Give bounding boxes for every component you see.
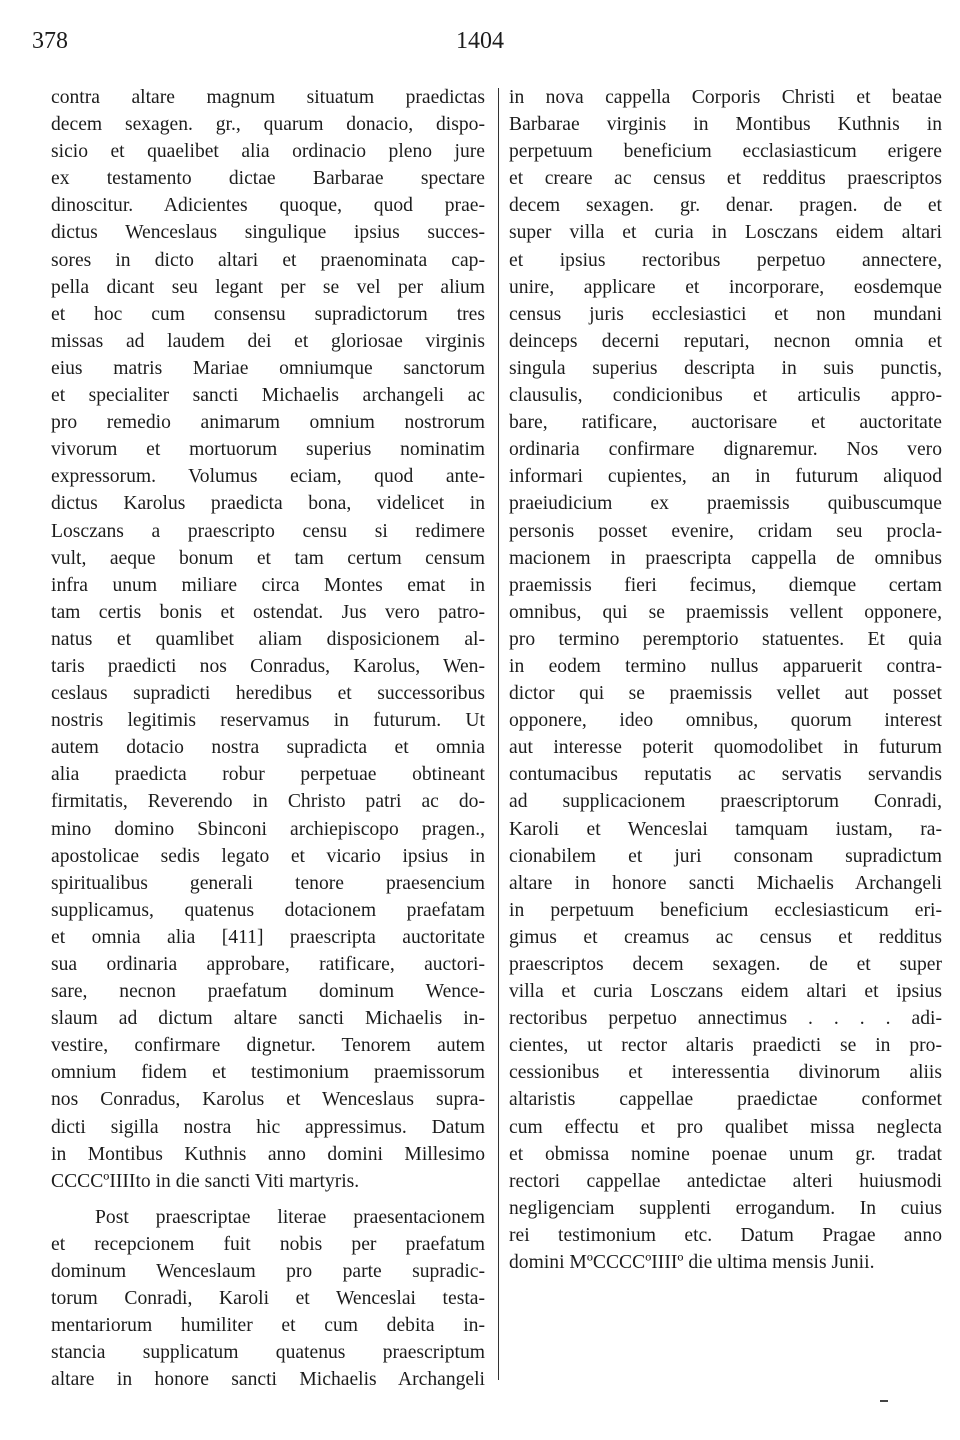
- text-line: cum effectu et pro qualibet missa neglecta: [509, 1116, 942, 1138]
- text-line: dictor qui se praemissis vellet aut posset: [509, 683, 942, 705]
- text-line: firmitatis, Reverendo in Christo patri ac do-: [51, 791, 485, 813]
- left-text-column: [51, 84, 485, 1394]
- text-line: in nova cappella Corporis Christi et beatae: [509, 87, 942, 108]
- text-line: decem sexagen. gr. denar. pragen. de et: [509, 195, 942, 217]
- text-line: sua ordinaria approbare, ratificare, auctori-: [51, 954, 485, 975]
- text-line: CCCCºIIIIto in die sancti Viti martyris.: [51, 1170, 360, 1192]
- text-line: et hoc cum consensu supradictorum tres: [51, 303, 485, 325]
- text-line: super villa et curia in Losczans eidem altari: [509, 222, 942, 244]
- text-line: aut interesse poterit quomodolibet in futurum: [509, 737, 942, 759]
- text-line: sare, necnon praefatum dominum Wence-: [51, 981, 485, 1003]
- text-line: vult, aeque bonum et tam certum censum: [51, 547, 485, 569]
- text-line: et obmissa nomine poenae unum gr. tradat: [509, 1143, 942, 1165]
- text-line: altaristis cappellae praedictae conformet: [509, 1089, 942, 1111]
- text-line: eius matris Mariae omniumque sanctorum: [51, 357, 485, 379]
- text-line: ordinaria confirmare dignaremur. Nos vero: [509, 439, 942, 461]
- text-line: tam certis bonis et ostendat. Jus vero patro-: [51, 601, 485, 623]
- text-line: expressorum. Volumus eciam, quod ante-: [51, 466, 485, 488]
- text-line: in eodem termino nullus apparuerit contra-: [509, 655, 942, 677]
- text-line: macionem in praescripta cappella de omnibus: [509, 547, 942, 569]
- text-line: rei testimonium etc. Datum Pragae anno: [509, 1224, 942, 1246]
- text-line: negligenciam supplenti errogandum. In cuius: [509, 1197, 942, 1219]
- text-line: ex testamento dictae Barbarae spectare: [51, 168, 485, 190]
- text-line: alia praedicta robur perpetuae obtineant: [51, 764, 485, 786]
- text-line: domini MºCCCCºIIIIº die ultima mensis Junii.: [509, 1252, 875, 1274]
- text-line: personis posset evenire, cridam seu procla-: [509, 520, 942, 542]
- text-line: apostolicae sedis legato et vicario ipsius in: [51, 845, 485, 867]
- text-line: missas ad laudem dei et gloriosae virginis: [51, 330, 485, 352]
- text-line: decem sexagen. gr., quarum donacio, dispo-: [51, 114, 485, 136]
- text-line: et creare ac census et redditus praescriptos: [509, 168, 942, 190]
- text-line: infra unum miliare circa Montes emat in: [51, 574, 485, 596]
- text-line: census juris ecclesiastici et non mundani: [509, 303, 942, 325]
- text-line: mentariorum humiliter et cum debita in-: [51, 1315, 485, 1337]
- text-line: dinoscitur. Adicientes quoque, quod prae-: [51, 195, 485, 217]
- text-line: pro remedio animarum omnium nostrorum: [51, 412, 485, 434]
- text-line: deinceps decerni reputari, necnon omnia et: [509, 330, 942, 352]
- text-line: in perpetuum beneficium ecclesiasticum eri-: [509, 899, 942, 921]
- text-line: cessionibus et interessentia divinorum aliis: [509, 1062, 942, 1084]
- text-line: taris praedicti nos Conradus, Karolus, Wen-: [51, 655, 485, 677]
- text-line: pro termino peremptorio statuentes. Et quia: [509, 628, 942, 650]
- text-line: Losczans a praescripto censu si redimere: [51, 520, 485, 542]
- text-line: dictus Karolus praedicta bona, videlicet in: [51, 493, 485, 515]
- text-line: dicti sigilla nostra hic appressimus. Datum: [51, 1116, 485, 1138]
- text-line: villa et curia Losczans eidem altari et ipsius: [509, 981, 942, 1003]
- text-line: vestire, confirmare dignetur. Tenorem autem: [51, 1035, 485, 1057]
- text-line: gimus et creamus ac census et redditus: [509, 926, 942, 948]
- text-line: et ipsius rectoribus perpetuo annectere,: [509, 249, 942, 271]
- text-line: unire, applicare et incorporare, eosdemque: [509, 276, 942, 298]
- text-line: pella dicant seu legant per se vel per alium: [51, 276, 485, 298]
- text-line: in Montibus Kuthnis anno domini Millesimo: [51, 1143, 485, 1165]
- text-line: supplicamus, quatenus dotacionem praefatam: [51, 899, 485, 921]
- text-line: sores in dicto altari et praenominata cap-: [51, 249, 485, 271]
- text-line: sicio et quaelibet alia ordinacio pleno jure: [51, 141, 485, 163]
- text-line: perpetuum beneficium ecclasiasticum erigere: [509, 141, 942, 163]
- text-line: Barbarae virginis in Montibus Kuthnis in: [509, 114, 942, 136]
- text-line: Karoli et Wenceslai tamquam iustam, ra-: [509, 818, 942, 840]
- text-line: vivorum et mortuorum superius nominatim: [51, 439, 485, 461]
- text-line: cionabilem et juri consonam supradictum: [509, 845, 942, 867]
- text-line: natus et quamlibet aliam disposicionem al-: [51, 628, 485, 650]
- text-line: mino domino Sbinconi archiepiscopo pragen.,: [51, 818, 485, 840]
- text-line: rectori cappellae antedictae alteri huiusmodi: [509, 1170, 942, 1192]
- text-line: et specialiter sancti Michaelis archangeli ac: [51, 385, 485, 407]
- text-line: omnium fidem et testimonium praemissorum: [51, 1062, 485, 1084]
- text-line: omnibus, qui se praemissis vellent opponere,: [509, 601, 942, 623]
- text-line: opponere, ideo omnibus, quorum interest: [509, 710, 942, 732]
- text-line: praescriptos decem sexagen. de et super: [509, 954, 942, 975]
- text-line: slaum ad dictum altare sancti Michaelis in-: [51, 1008, 485, 1030]
- text-line: torum Conradi, Karoli et Wenceslai testa-: [51, 1288, 485, 1310]
- running-head-year: 1404: [456, 28, 504, 54]
- text-line: altare in honore sancti Michaelis Archangeli: [509, 872, 942, 894]
- text-line: informari cupientes, an in futurum aliquod: [509, 466, 942, 488]
- text-line: et omnia alia [411] praescripta auctoritate: [51, 926, 485, 948]
- text-line: dictus Wenceslaus singulique ipsius succes-: [51, 222, 485, 244]
- text-line: rectoribus perpetuo annectimus . . . . adi-: [509, 1008, 942, 1030]
- text-line: stancia supplicatum quatenus praescriptum: [51, 1342, 485, 1364]
- page-number: 378: [32, 28, 68, 54]
- text-line: bare, ratificare, auctorisare et auctoritate: [509, 412, 942, 434]
- text-line: praeiudicium ex praemissis quibuscumque: [509, 493, 942, 515]
- text-line: spiritualibus generali tenore praesencium: [51, 872, 485, 894]
- text-line: clausulis, condicionibus et articulis appro-: [509, 385, 942, 407]
- text-line: Post praescriptae literae praesentacionem: [95, 1206, 485, 1228]
- text-line: praemissis fieri fecimus, diemque certam: [509, 574, 942, 596]
- right-text-column: [509, 84, 942, 1276]
- stray-mark: [880, 1400, 888, 1402]
- text-line: dominum Wenceslaum pro parte supradic-: [51, 1261, 485, 1283]
- column-divider: [498, 88, 499, 1380]
- text-line: ceslaus supradicti heredibus et successoribus: [51, 683, 485, 705]
- text-line: autem dotacio nostra supradicta et omnia: [51, 737, 485, 759]
- text-line: ad supplicacionem praescriptorum Conradi,: [509, 791, 942, 813]
- text-line: contumacibus reputatis ac servatis servandis: [509, 764, 942, 786]
- text-line: contra altare magnum situatum praedictas: [51, 87, 485, 108]
- text-line: altare in honore sancti Michaelis Archangeli: [51, 1369, 485, 1391]
- text-line: cientes, ut rector altaris praedicti se in pro-: [509, 1035, 942, 1057]
- text-line: nostris legitimis reservamus in futurum. Ut: [51, 710, 485, 732]
- text-line: nos Conradus, Karolus et Wenceslaus supra-: [51, 1089, 485, 1111]
- text-line: singula superius descripta in suis punctis,: [509, 357, 942, 379]
- text-line: et recepcionem fuit nobis per praefatum: [51, 1233, 485, 1255]
